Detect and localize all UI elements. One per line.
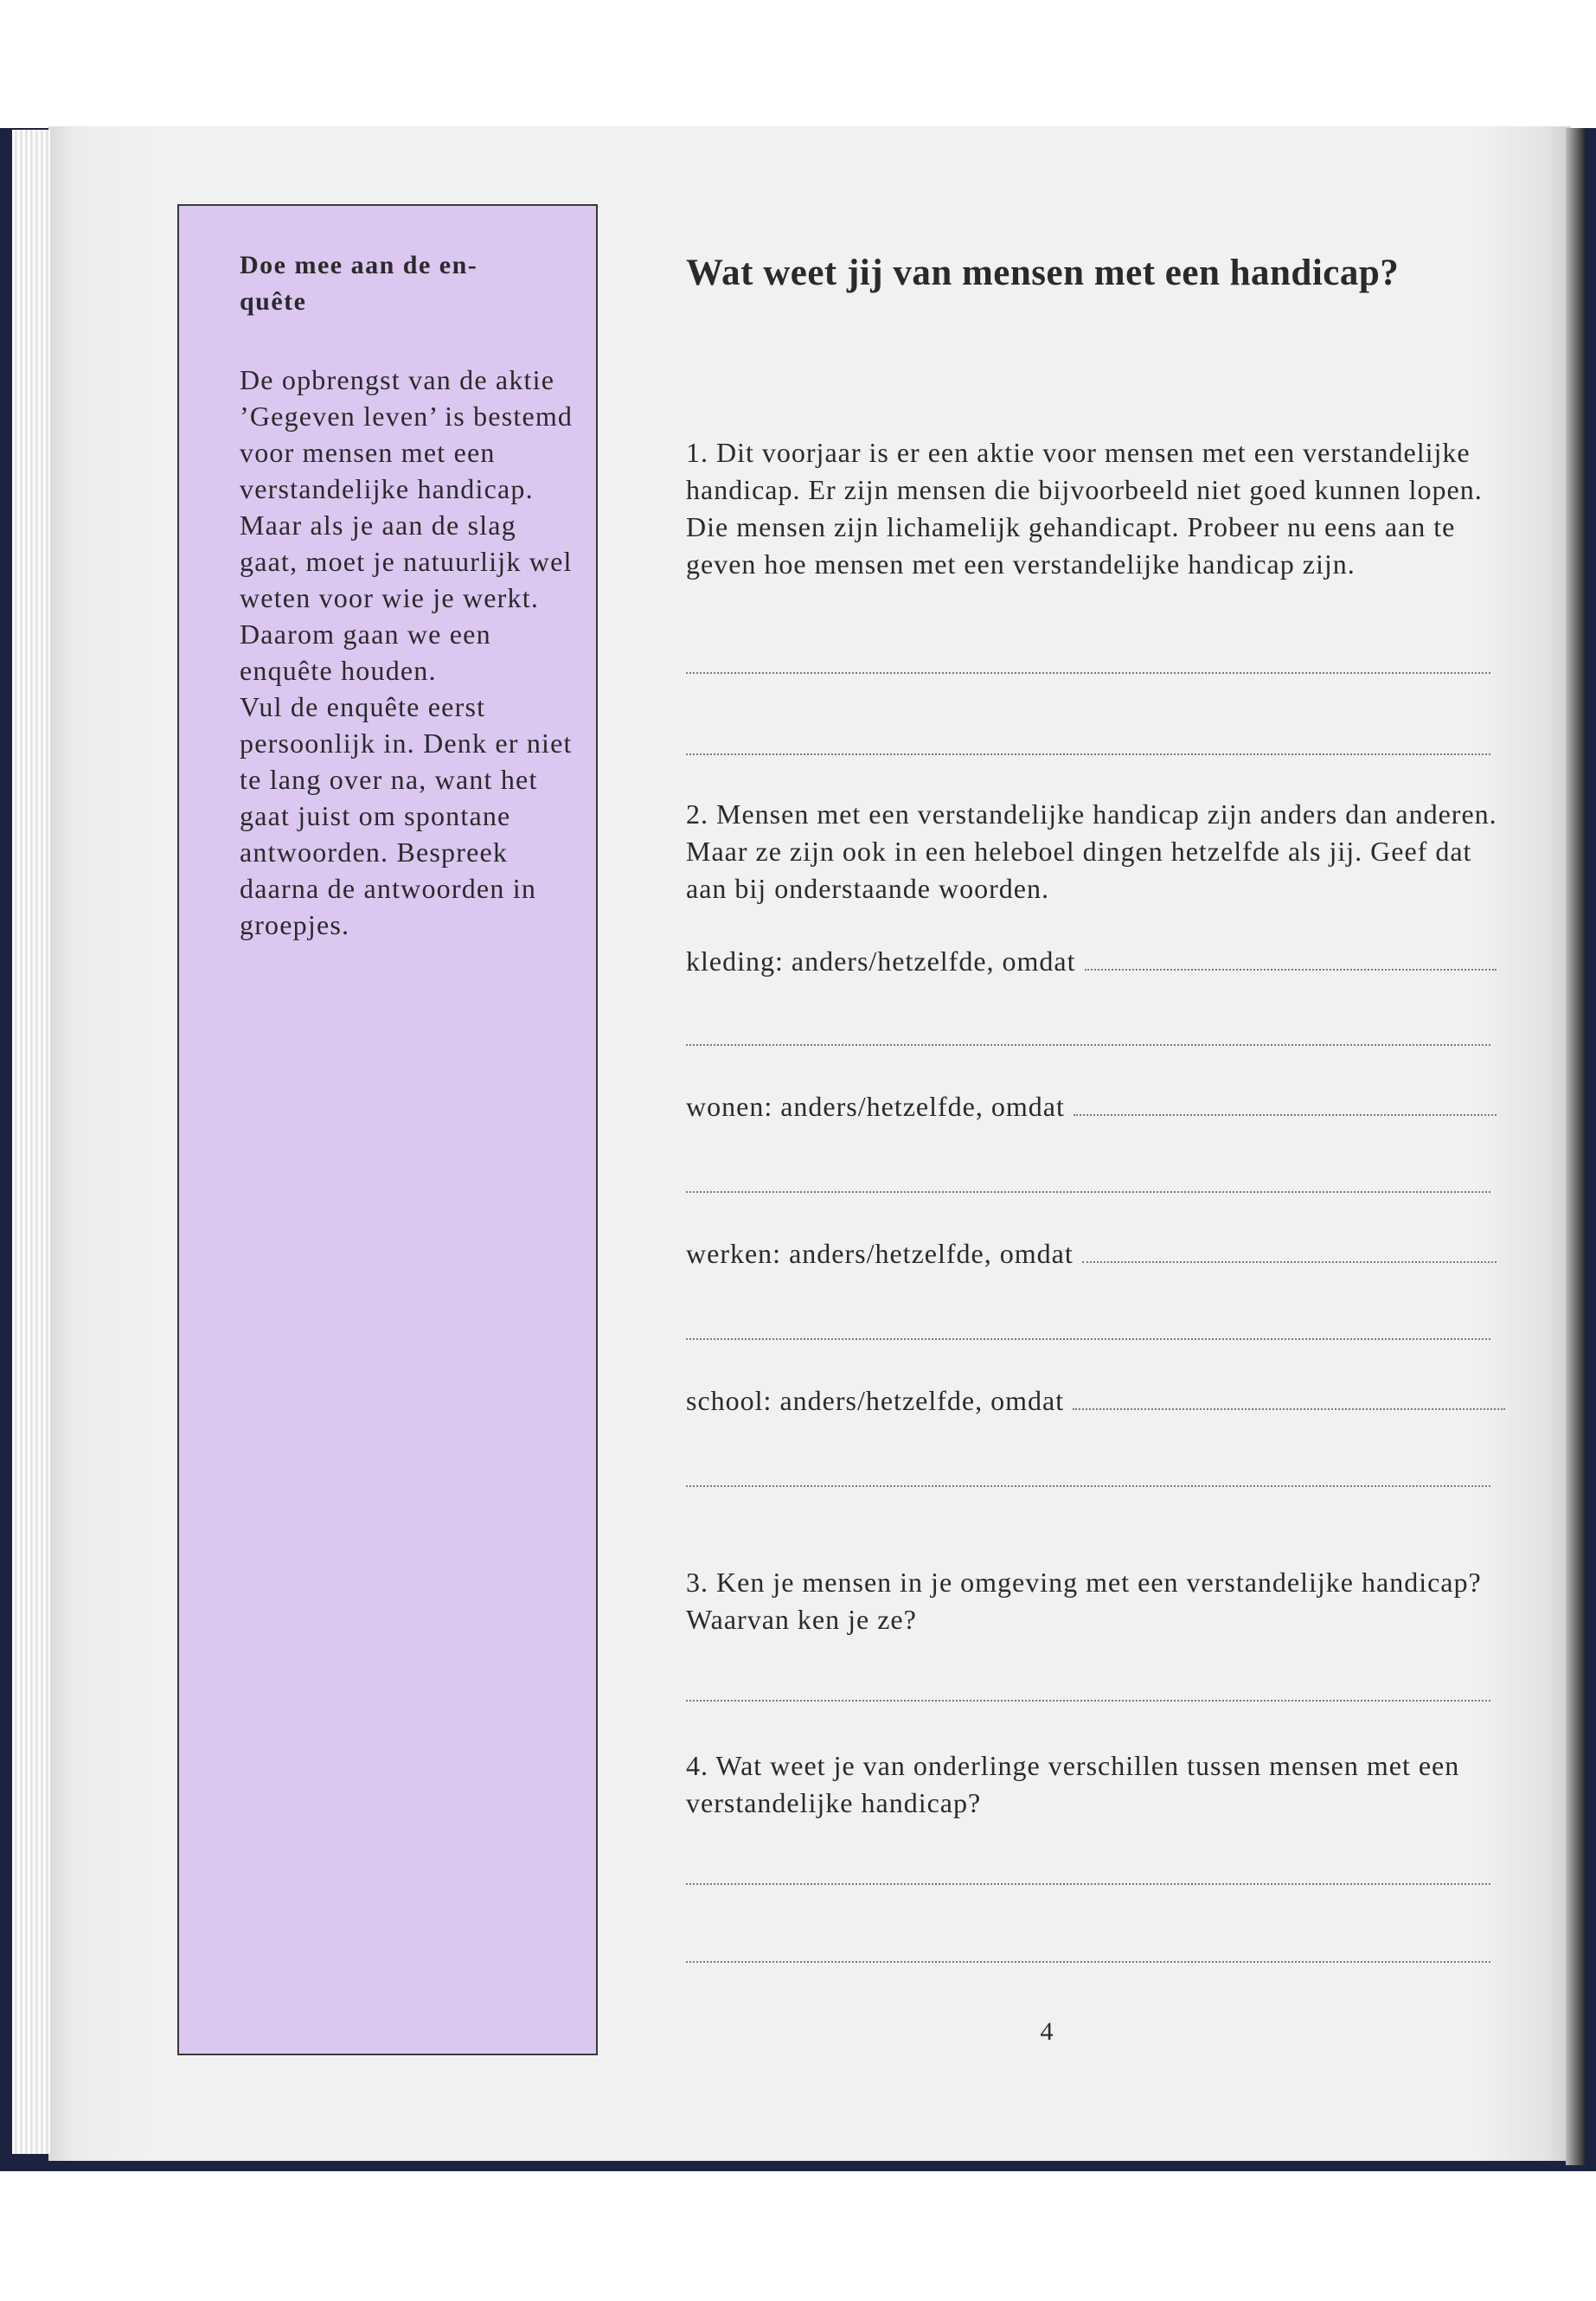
page-title: Wat weet jij van mensen met een handicap? xyxy=(686,253,1400,293)
sidebar-paragraph-1: De opbrengst van de aktie ’Gegeven leven’ is bestemd voor mensen met een verstandelijke handicap. Maar als je aan de slag gaat, moet je natuurlijk wel weten voor wie je werkt. Daarom gaan we een enquête houden. xyxy=(240,364,574,686)
item-label: werken: anders/hetzelfde, omdat xyxy=(686,1238,1074,1269)
list-item xyxy=(686,1235,1503,1272)
answer-line[interactable] xyxy=(1074,1088,1497,1116)
answer-line[interactable] xyxy=(686,1699,1490,1702)
sidebar-box xyxy=(177,204,598,2055)
question-1: 1. Dit voorjaar is er een aktie voor mensen met een verstandelijke handicap. Er zijn mensen die bijvoorbeeld niet goed kunnen lopen. Die mensen zijn lichamelijk gehandicapt. Probeer nu eens aan te geven hoe mensen met een verstandelijke handicap zijn. xyxy=(686,437,1483,580)
answer-line[interactable] xyxy=(686,1882,1490,1885)
item-label: kleding: anders/hetzelfde, omdat xyxy=(686,945,1076,977)
main-content xyxy=(686,249,1516,1818)
list-item xyxy=(686,943,1503,980)
list-item xyxy=(686,1382,1512,1420)
answer-line[interactable] xyxy=(686,1043,1490,1046)
sidebar-heading: Doe mee aan de en- quête xyxy=(240,251,478,316)
item-label: wonen: anders/hetzelfde, omdat xyxy=(686,1091,1065,1122)
page-stack-edges xyxy=(12,130,50,2154)
page-number: 4 xyxy=(1040,2017,1054,2046)
question-3: 3. Ken je mensen in je omgeving met een verstandelijke handicap? Waarvan ken je ze? xyxy=(686,1567,1482,1635)
answer-line[interactable] xyxy=(686,671,1490,674)
answer-line[interactable] xyxy=(1082,1235,1497,1263)
sidebar-paragraph-2: Vul de enquête eerst persoonlijk in. Denk er niet te lang over na, want het gaat juist om spontane antwoorden. Bespreek daarna de antwoorden in groepjes. xyxy=(240,691,573,940)
answer-line[interactable] xyxy=(686,1337,1490,1340)
page-gutter-shadow xyxy=(1566,128,1585,2165)
answer-line[interactable] xyxy=(686,1484,1490,1487)
answer-line[interactable] xyxy=(1073,1382,1505,1410)
answer-line[interactable] xyxy=(686,753,1490,755)
sidebar-body xyxy=(240,362,577,943)
answer-line[interactable] xyxy=(686,1960,1490,1963)
list-item xyxy=(686,1088,1503,1125)
answer-line[interactable] xyxy=(686,1190,1490,1193)
item-label: school: anders/hetzelfde, omdat xyxy=(686,1385,1065,1416)
question-4: 4. Wat weet je van onderlinge verschillen tussen mensen met een verstandelijke handicap? xyxy=(686,1750,1460,1818)
question-2: 2. Mensen met een verstandelijke handicap zijn anders dan anderen. Maar ze zijn ook in een heleboel dingen hetzelfde als jij. Geef dat aan bij onderstaande woorden. xyxy=(686,798,1497,904)
answer-line[interactable] xyxy=(1085,943,1497,971)
